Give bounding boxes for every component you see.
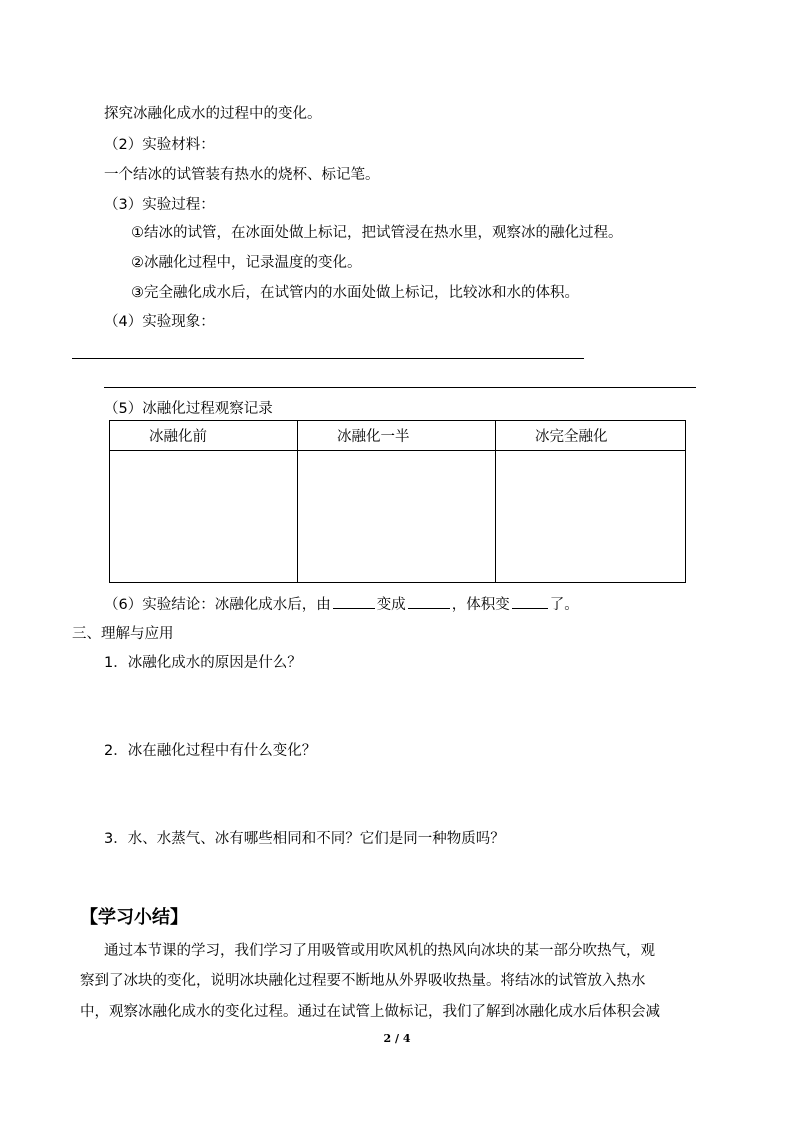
conclusion-part-2: 变成 (376, 597, 406, 613)
table-row (110, 451, 686, 583)
blank-volume[interactable] (512, 594, 548, 609)
summary-line-3: 中，观察冰融化成水的变化过程。通过在试管上做标记，我们了解到冰融化成水后体积会减 (80, 1004, 660, 1020)
question-3: 3．水、水蒸气、冰有哪些相同和不同？它们是同一种物质吗？ (104, 831, 505, 847)
table-header-cell (496, 421, 686, 451)
table-cell-full[interactable] (496, 451, 686, 583)
header-half-melted: 冰融化一半 (337, 429, 410, 445)
summary-line-1: 通过本节课的学习，我们学习了用吸管或用吹风机的热风向冰块的某一部分吹热气，观 (104, 943, 655, 959)
table-cell-before[interactable] (110, 451, 298, 583)
answer-line-2 (104, 387, 696, 388)
table-header-cell (298, 421, 496, 451)
conclusion-part-1: （6）实验结论：冰融化成水后，由 (104, 597, 331, 613)
page-number: 2 / 4 (383, 1032, 411, 1045)
process-step-2: ②冰融化过程中，记录温度的变化。 (131, 255, 362, 271)
blank-state-from[interactable] (333, 594, 375, 609)
phenomenon-heading: （4）实验现象： (104, 314, 215, 330)
intro-line: 探究冰融化成水的过程中的变化。 (104, 106, 322, 122)
process-step-3: ③完全融化成水后，在试管内的水面处做上标记，比较冰和水的体积。 (131, 285, 579, 301)
materials-text: 一个结冰的试管装有热水的烧杯、标记笔。 (104, 167, 380, 183)
table-header-row (110, 421, 686, 451)
conclusion-line (104, 594, 579, 615)
observation-table (109, 420, 686, 583)
conclusion-part-3: ，体积变 (451, 597, 510, 613)
header-fully-melted: 冰完全融化 (535, 429, 608, 445)
summary-title: 【学习小结】 (80, 907, 188, 928)
header-before-melting: 冰融化前 (149, 429, 207, 445)
conclusion-part-4: 了。 (549, 597, 579, 613)
process-heading: （3）实验过程： (104, 197, 215, 213)
section-heading: 三、理解与应用 (72, 626, 174, 642)
question-2: 2．冰在融化过程中有什么变化？ (104, 743, 317, 759)
table-header-cell (110, 421, 298, 451)
record-heading: （5）冰融化过程观察记录 (104, 401, 273, 417)
question-1: 1．冰融化成水的原因是什么？ (104, 655, 302, 671)
table-cell-half[interactable] (298, 451, 496, 583)
blank-state-to[interactable] (408, 594, 450, 609)
answer-line-1 (72, 358, 584, 359)
materials-heading: （2）实验材料： (104, 137, 215, 153)
process-step-1: ①结冰的试管，在冰面处做上标记，把试管浸在热水里，观察冰的融化过程。 (131, 225, 623, 241)
summary-line-2: 察到了冰块的变化，说明冰块融化过程要不断地从外界吸收热量。将结冰的试管放入热水 (80, 973, 646, 989)
